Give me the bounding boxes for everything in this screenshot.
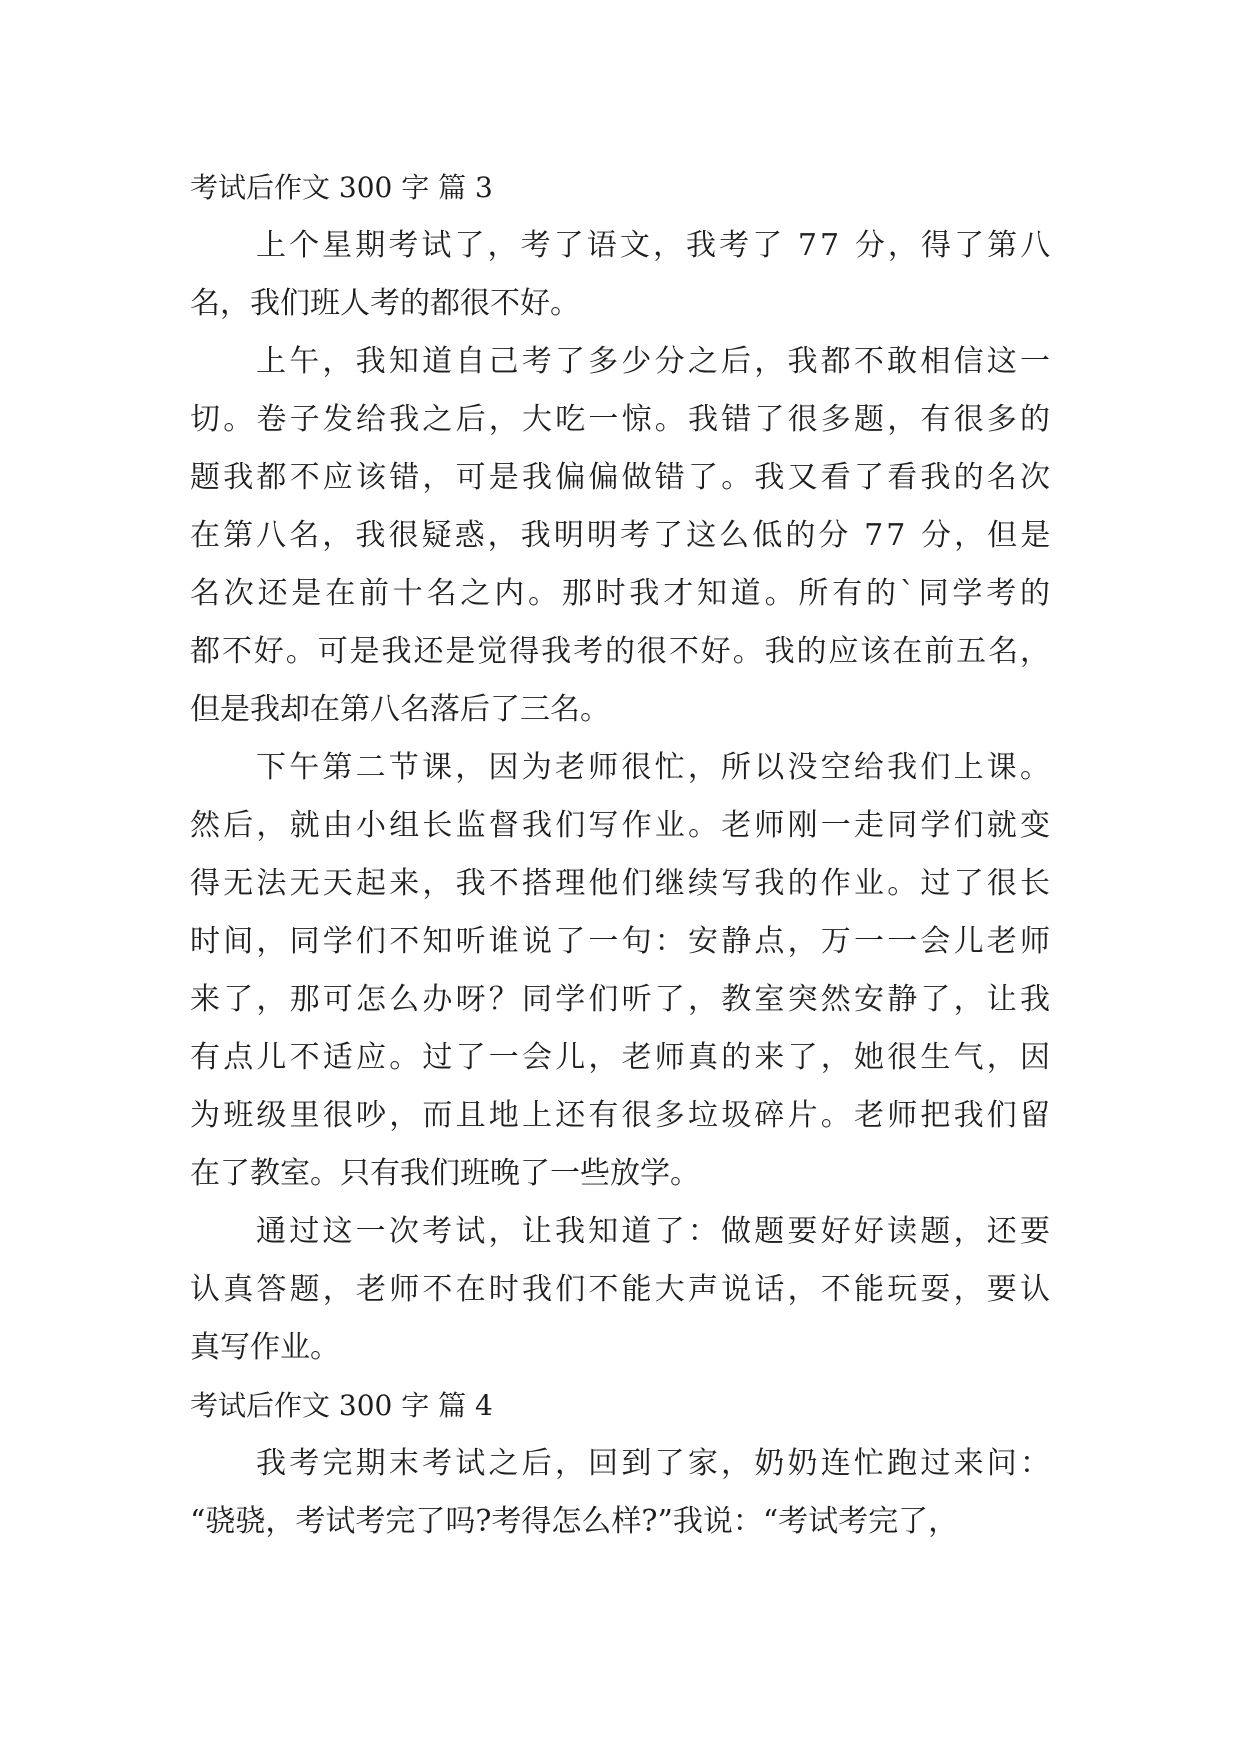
paragraph-line: 得无法无天起来，我不搭理他们继续写我的作业。过了很长: [190, 866, 1054, 901]
paragraph-line: 时间，同学们不知听谁说了一句：安静点，万一一会儿老师: [190, 924, 1054, 959]
section-heading: 考试后作文 300 字 篇 4: [190, 1389, 493, 1422]
paragraph-line: 为班级里很吵，而且地上还有很多垃圾碎片。老师把我们留: [190, 1098, 1054, 1133]
paragraph-line: 切。卷子发给我之后，大吃一惊。我错了很多题，有很多的: [190, 402, 1054, 437]
paragraph-line: 名，我们班人考的都很不好。: [190, 286, 580, 321]
paragraph-line: 名次还是在前十名之内。那时我才知道。所有的`同学考的: [190, 576, 1054, 611]
paragraph-line: 题我都不应该错，可是我偏偏做错了。我又看了看我的名次: [190, 460, 1054, 495]
paragraph-line: 下午第二节课，因为老师很忙，所以没空给我们上课。: [256, 750, 1054, 785]
paragraph-line: 都不好。可是我还是觉得我考的很不好。我的应该在前五名，: [190, 634, 1052, 669]
paragraph-line: 认真答题，老师不在时我们不能大声说话，不能玩耍，要认: [190, 1272, 1054, 1307]
paragraph-line: 真写作业。: [190, 1330, 340, 1365]
paragraph-line: 在第八名，我很疑惑，我明明考了这么低的分 77 分，但是: [190, 518, 1054, 553]
paragraph-line: 在了教室。只有我们班晚了一些放学。: [190, 1156, 700, 1191]
paragraph-line: “骁骁，考试考完了吗?考得怎么样?”我说：“考试考完了，: [190, 1504, 959, 1539]
paragraph-line: 通过这一次考试，让我知道了：做题要好好读题，还要: [256, 1214, 1054, 1249]
paragraph-line: 上个星期考试了，考了语文，我考了 77 分，得了第八: [256, 228, 1054, 263]
paragraph-line: 我考完期末考试之后，回到了家，奶奶连忙跑过来问：: [256, 1446, 1054, 1481]
paragraph-line: 然后，就由小组长监督我们写作业。老师刚一走同学们就变: [190, 808, 1054, 843]
paragraph-line: 上午，我知道自己考了多少分之后，我都不敢相信这一: [256, 344, 1054, 379]
section-heading: 考试后作文 300 字 篇 3: [190, 171, 493, 204]
paragraph-line: 来了，那可怎么办呀？同学们听了，教室突然安静了，让我: [190, 982, 1054, 1017]
paragraph-line: 有点儿不适应。过了一会儿，老师真的来了，她很生气，因: [190, 1040, 1054, 1075]
paragraph-line: 但是我却在第八名落后了三名。: [190, 692, 610, 727]
